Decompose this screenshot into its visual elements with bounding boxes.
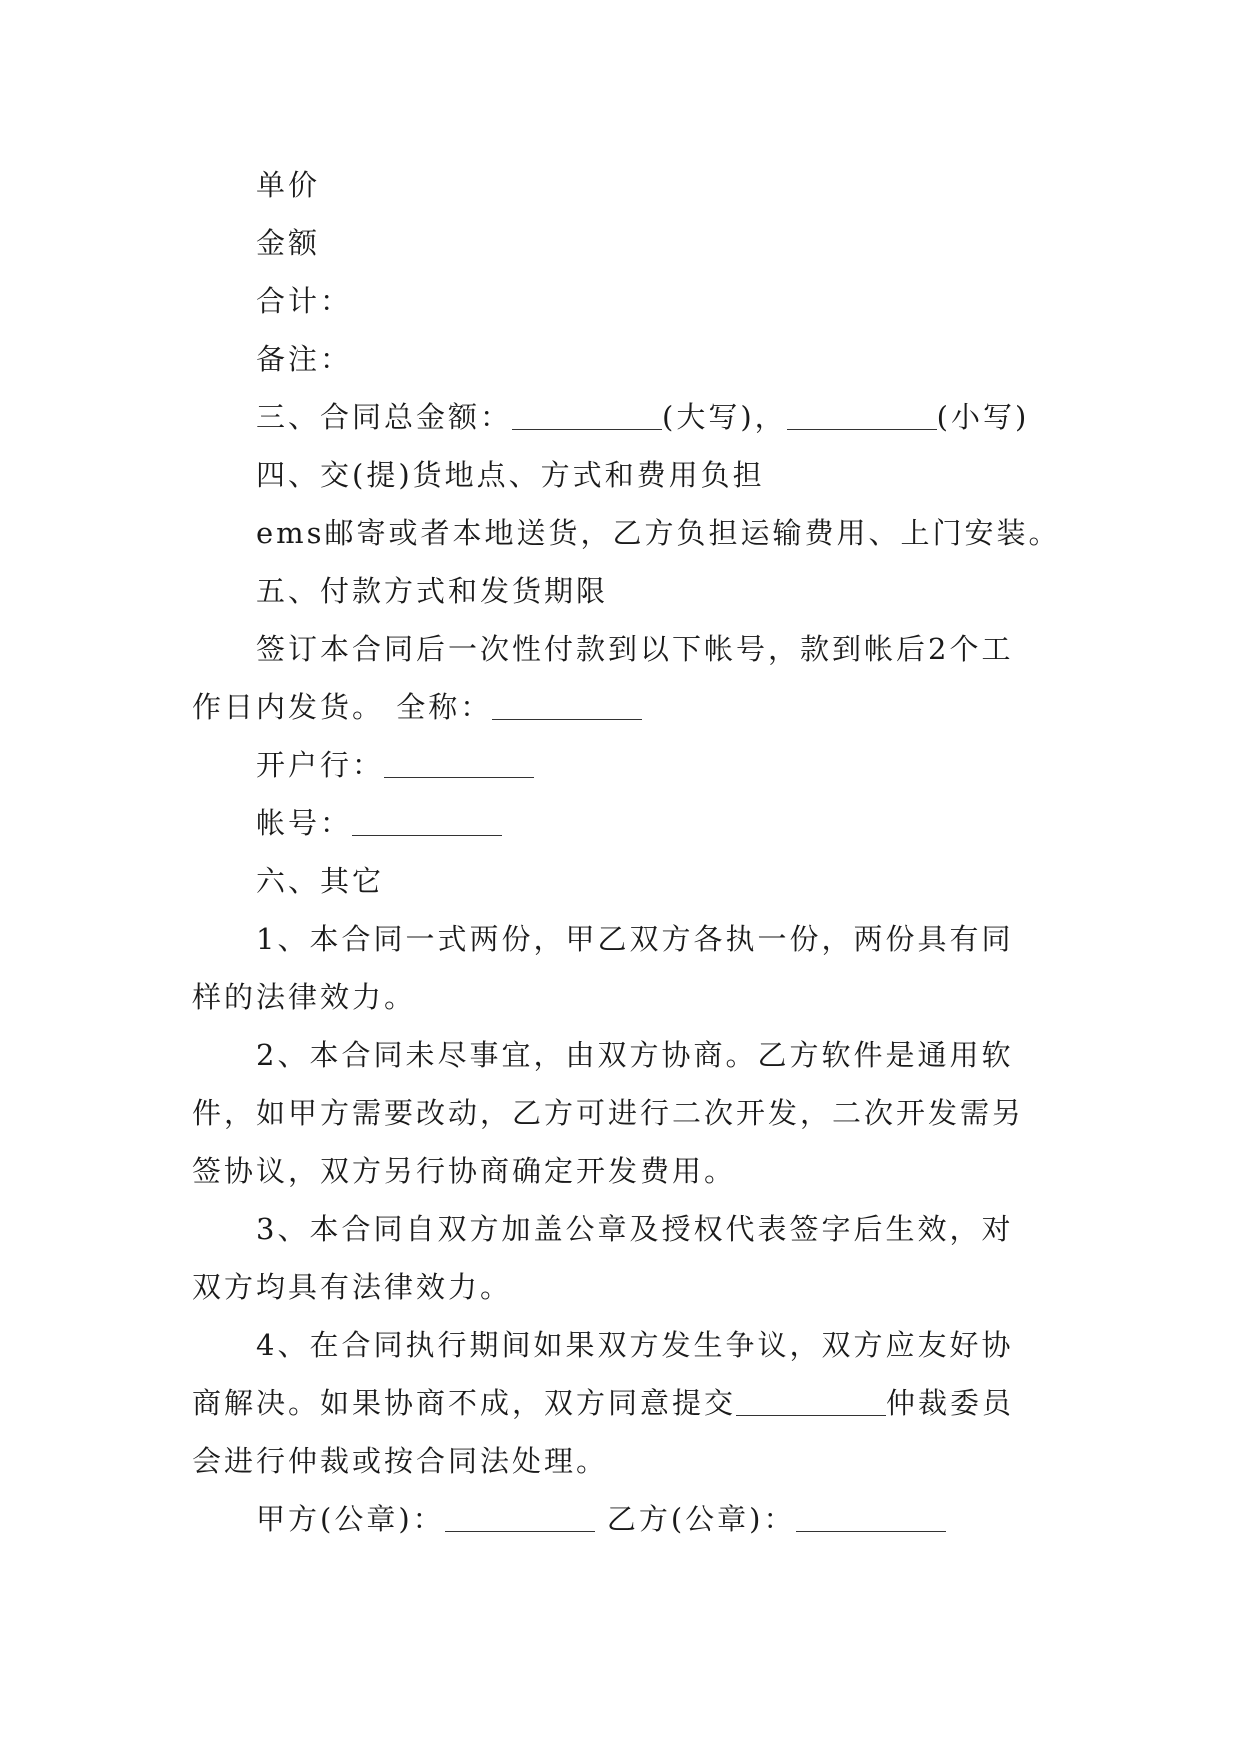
- clause-2-line-3: 签协议，双方另行协商确定开发费用。: [192, 1154, 737, 1188]
- account-blank: [352, 833, 502, 836]
- clause-1-line-2: 样的法律效力。: [192, 980, 417, 1014]
- amount-uppercase-blank: [512, 427, 662, 430]
- clause-1-line-1: 1、本合同一式两份，甲乙双方各执一份，两份具有同: [256, 922, 1014, 956]
- bank-blank: [384, 775, 534, 778]
- party-a-label: 甲方(公章)：: [256, 1502, 445, 1536]
- clause-3-line-2: 双方均具有法律效力。: [192, 1270, 513, 1304]
- arbitration-blank: [736, 1413, 886, 1416]
- full-name-label: 作日内发货。 全称：: [192, 690, 493, 724]
- section-4-body: ems邮寄或者本地送货，乙方负担运输费用、上门安装。: [256, 516, 1061, 550]
- party-b-label: 乙方(公章)：: [606, 1502, 796, 1536]
- amount-line: 金额: [256, 226, 321, 260]
- clause-2-line-1: 2、本合同未尽事宜，由双方协商。乙方软件是通用软: [256, 1038, 1014, 1072]
- signature-line: [256, 1499, 946, 1539]
- uppercase-label: (大写)，: [662, 400, 787, 434]
- bank-line: [256, 745, 534, 785]
- total-line: 合计：: [256, 284, 353, 318]
- clause-2-line-2: 件，如甲方需要改动，乙方可进行二次开发，二次开发需另: [192, 1096, 1025, 1130]
- lowercase-label: (小写): [936, 400, 1030, 434]
- section-5-body-line-2: [192, 687, 642, 727]
- clause-4-text-b: 仲裁委员: [886, 1386, 1015, 1420]
- section-3-label: 三、合同总金额：: [256, 400, 513, 434]
- clause-3-line-1: 3、本合同自双方加盖公章及授权代表签字后生效，对: [256, 1212, 1014, 1246]
- party-b-blank: [796, 1529, 946, 1532]
- section-6-title: 六、其它: [256, 864, 385, 898]
- section-3-total-amount: [256, 397, 1029, 437]
- remarks-line: 备注：: [256, 342, 353, 376]
- clause-4-text-a: 商解决。如果协商不成，双方同意提交: [192, 1386, 737, 1420]
- party-a-blank: [445, 1529, 595, 1532]
- clause-4-line-3: 会进行仲裁或按合同法处理。: [192, 1444, 609, 1478]
- clause-4-line-1: 4、在合同执行期间如果双方发生争议，双方应友好协: [256, 1328, 1014, 1362]
- account-line: [256, 803, 502, 843]
- section-4-title: 四、交(提)货地点、方式和费用负担: [256, 458, 765, 492]
- full-name-blank: [492, 717, 642, 720]
- unit-price-line: 单价: [256, 168, 321, 202]
- bank-label: 开户行：: [256, 748, 385, 782]
- section-5-body-line-1: 签订本合同后一次性付款到以下帐号，款到帐后2个工: [256, 632, 1014, 666]
- account-label: 帐号：: [256, 806, 353, 840]
- clause-4-line-2: [192, 1383, 1014, 1423]
- amount-lowercase-blank: [787, 427, 937, 430]
- section-5-title: 五、付款方式和发货期限: [256, 574, 609, 608]
